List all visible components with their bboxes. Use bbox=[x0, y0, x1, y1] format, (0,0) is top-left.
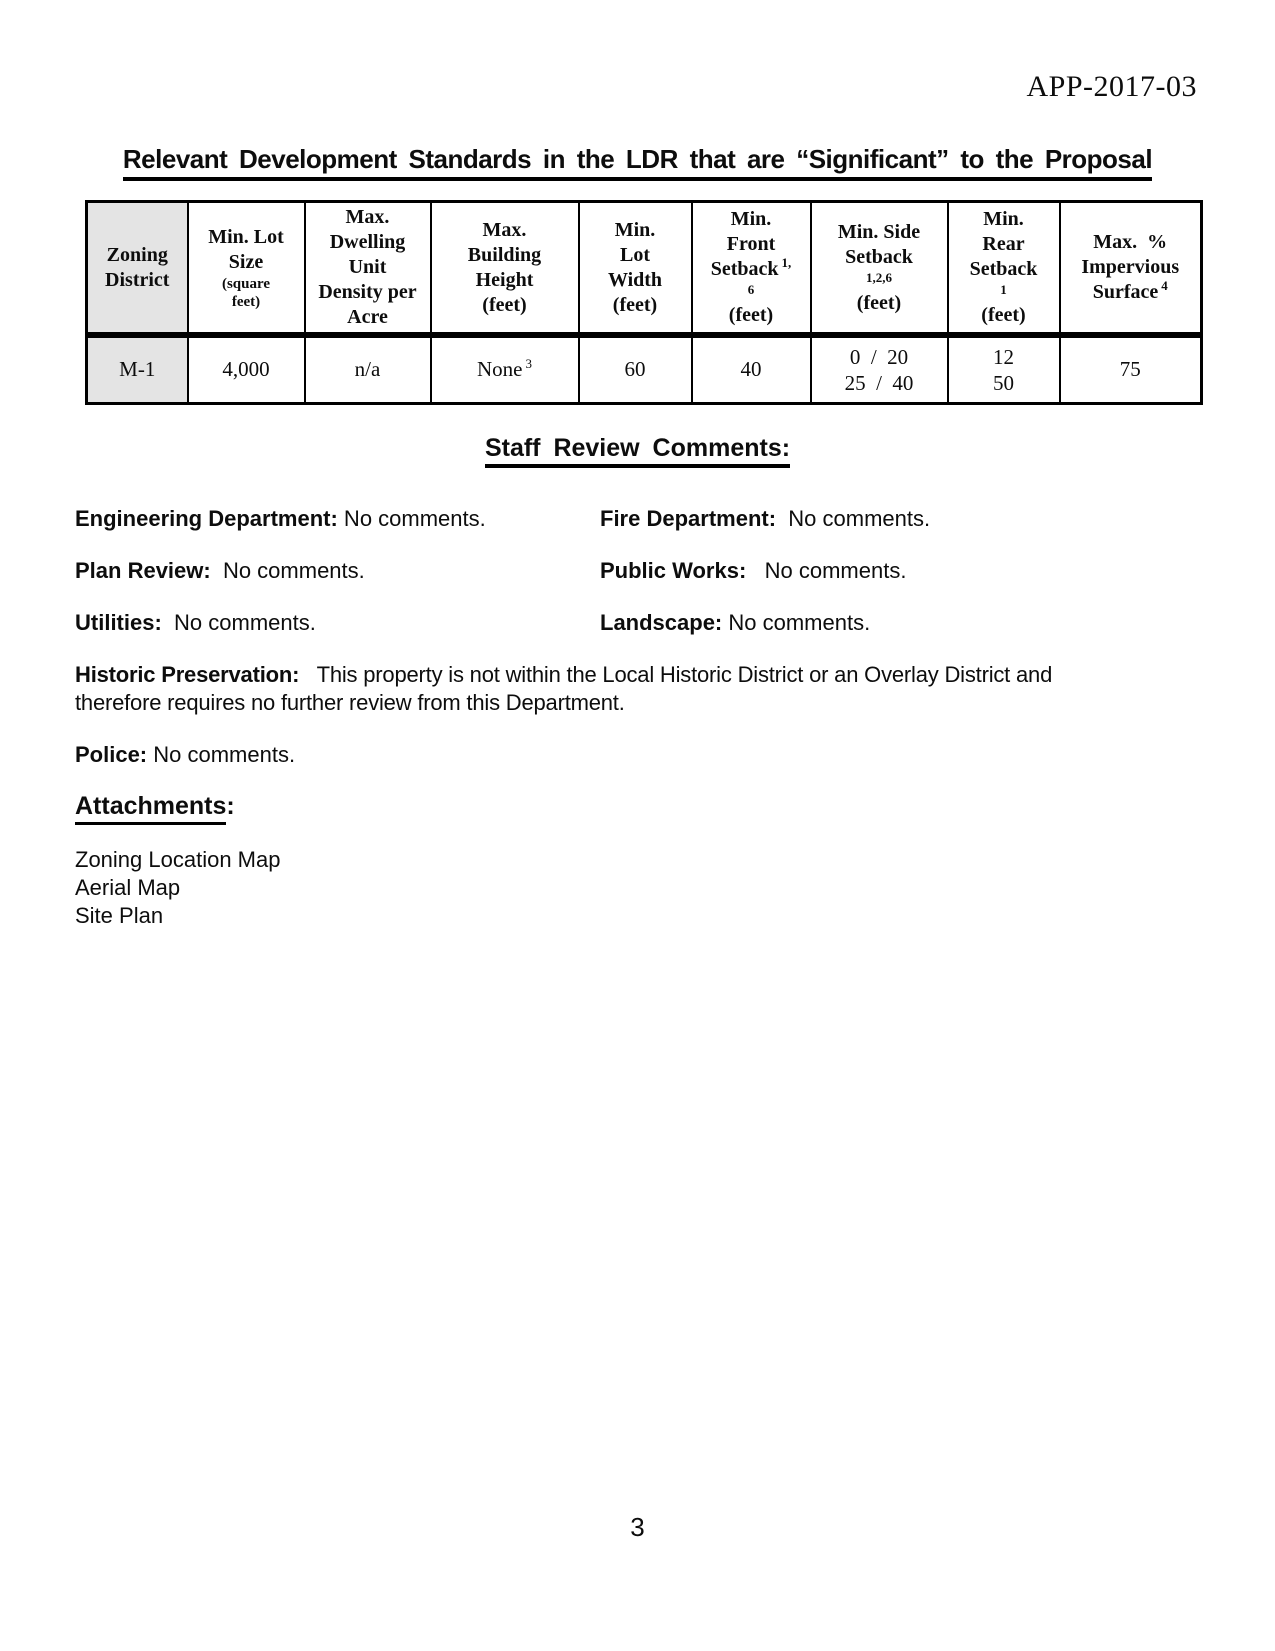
table-row bbox=[87, 335, 1202, 403]
cell-min-lot-size: 4,000 bbox=[188, 335, 305, 403]
cell-min-rear-setback: 12 50 bbox=[948, 335, 1060, 403]
cell-min-front-setback: 40 bbox=[692, 335, 811, 403]
comment-public-works: Public Works: No comments. bbox=[600, 558, 907, 583]
comment-fire: Fire Department: No comments. bbox=[600, 506, 931, 531]
attachment-item: Aerial Map bbox=[75, 875, 181, 900]
col-header-max-building-height: Max. Building Height (feet) bbox=[431, 202, 579, 336]
comment-police: Police: No comments. bbox=[75, 742, 296, 767]
cell-min-lot-width: 60 bbox=[579, 335, 692, 403]
col-header-zoning-district: Zoning District bbox=[87, 202, 188, 336]
col-header-max-dwelling-density: Max. Dwelling Unit Density per Acre bbox=[305, 202, 431, 336]
comment-landscape: Landscape: No comments. bbox=[600, 610, 871, 635]
col-header-min-front-setback: Min. Front Setback $^{1,}$ 6 (feet) bbox=[692, 202, 811, 336]
cell-zoning-district: M-1 bbox=[87, 335, 188, 403]
comment-utilities: Utilities: No comments. bbox=[75, 610, 316, 635]
doc-reference: APP-2017-03 bbox=[1026, 70, 1197, 103]
col-header-min-lot-size: Min. Lot Size (square feet) bbox=[188, 202, 305, 336]
cell-max-building-height: None $^3$ bbox=[431, 335, 579, 403]
attachment-item: Zoning Location Map bbox=[75, 847, 281, 872]
staff-comments-grid bbox=[75, 505, 1160, 661]
cell-max-dwelling-density: n/a bbox=[305, 335, 431, 403]
col-header-max-impervious-surface: Max. % Impervious Surface $^4$ bbox=[1060, 202, 1202, 336]
comment-historic-preservation: Historic Preservation: This property is not within the Local Historic District or an Overlay District and therefore requires no further review from this Department. bbox=[75, 662, 1059, 715]
cell-min-side-setback: 0 / 20 25 / 40 bbox=[811, 335, 948, 403]
comment-plan-review: Plan Review: No comments. bbox=[75, 558, 365, 583]
col-header-min-side-setback: Min. Side Setback 1,2,6 (feet) bbox=[811, 202, 948, 336]
development-standards-table bbox=[85, 200, 1203, 405]
page-title-text: Relevant Development Standards in the LDR that are “Significant” to the Proposal bbox=[123, 144, 1152, 181]
page-title bbox=[0, 144, 1275, 175]
attachments-heading: Attachments: bbox=[75, 791, 235, 821]
attachment-item: Site Plan bbox=[75, 903, 164, 928]
attachments-list bbox=[75, 846, 280, 930]
staff-review-comments-heading: Staff Review Comments: bbox=[0, 433, 1275, 463]
cell-max-impervious-surface: 75 bbox=[1060, 335, 1202, 403]
col-header-min-rear-setback: Min. Rear Setback 1 (feet) bbox=[948, 202, 1060, 336]
table-header-row bbox=[87, 202, 1202, 336]
comment-engineering: Engineering Department: No comments. bbox=[75, 506, 486, 531]
col-header-min-lot-width: Min. Lot Width (feet) bbox=[579, 202, 692, 336]
page-number: 3 bbox=[630, 1512, 645, 1542]
